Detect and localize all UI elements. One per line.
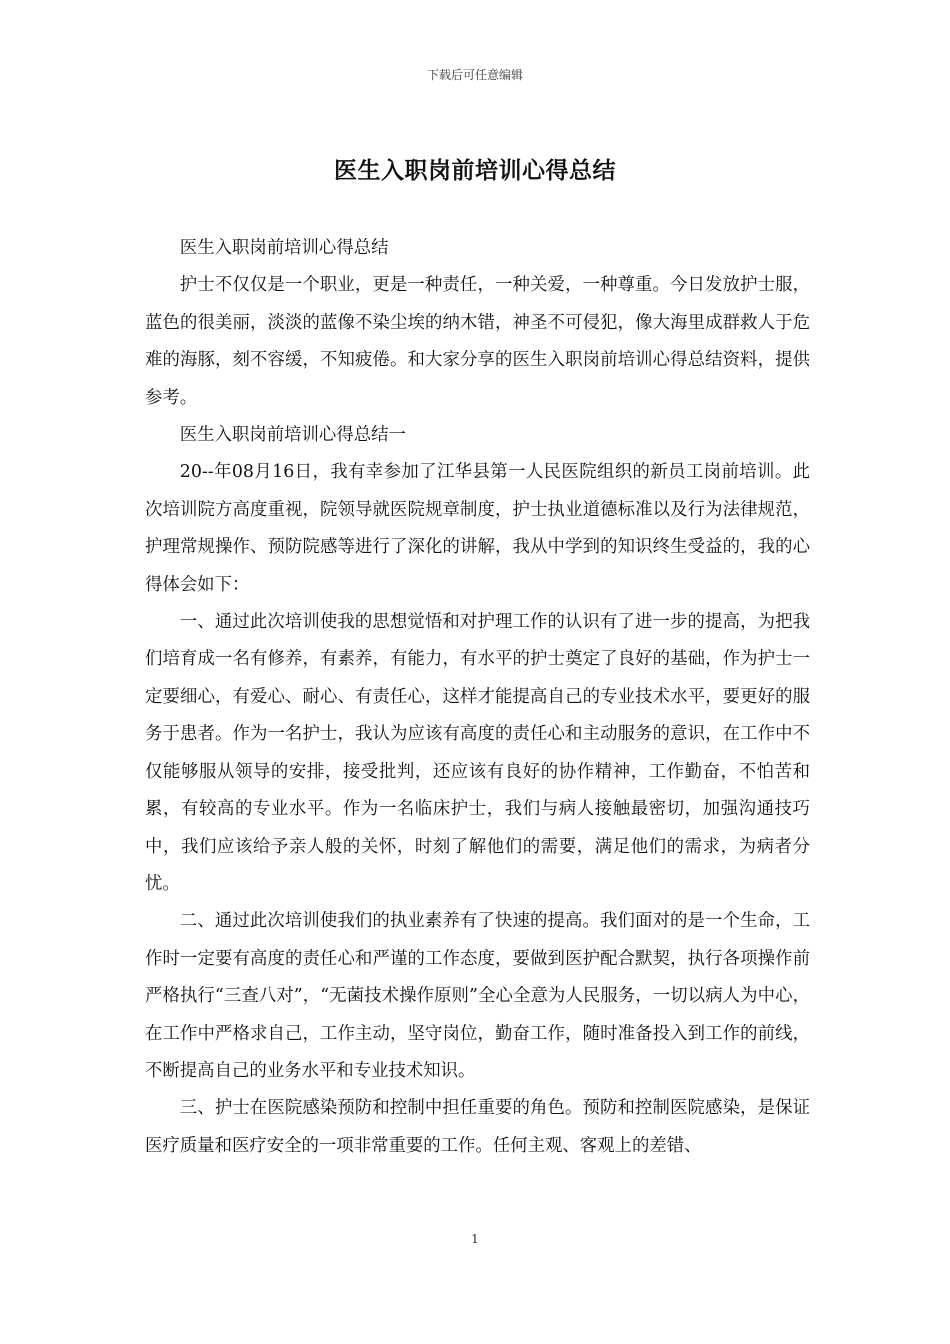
document-title: 医生入职岗前培训心得总结 xyxy=(334,157,616,184)
body-paragraph: 三、护士在医院感染预防和控制中担任重要的角色。预防和控制医院感染，是保证医疗质量和医疗安全的一项非常重要的工作。任何主观、客观上的差错、 xyxy=(145,1098,810,1156)
document-body xyxy=(145,230,810,1165)
body-paragraph: 一、通过此次培训使我的思想觉悟和对护理工作的认识有了进一步的提高，为把我们培育成一名有修养，有素养，有能力，有水平的护士奠定了良好的基础，作为护士一定要细心，有爱心、耐心、有责任心，这样才能提高自己的专业技术水平，要更好的服务于患者。作为一名护士，我认为应该有高度的责任心和主动服务的意识，在工作中不仅能够服从领导的安排，接受批判，还应该有良好的协作精神，工作勤奋，不怕苦和累，有较高的专业水平。作为一名临床护士，我们与病人接触最密切，加强沟通技巧中，我们应该给予亲人般的关怀，时刻了解他们的需要，满足他们的需求，为病者分忧。 xyxy=(145,612,810,894)
body-paragraph: 20--年08月16日，我有幸参加了江华县第一人民医院组织的新员工岗前培训。此次培训院方高度重视，院领导就医院规章制度，护士执业道德标准以及行为法律规范，护理常规操作、预防院感等进行了深化的讲解，我从中学到的知识终生受益的，我的心得体会如下： xyxy=(145,462,810,595)
body-paragraph: 二、通过此次培训使我们的执业素养有了快速的提高。我们面对的是一个生命，工作时一定要有高度的责任心和严谨的工作态度，要做到医护配合默契，执行各项操作前严格执行“三查八对”，“无菌技术操作原则”全心全意为人民服务，一切以病人为中心，在工作中严格求自己，工作主动，坚守岗位，勤奋工作，随时准备投入到工作的前线，不断提高自己的业务水平和专业技术知识。 xyxy=(145,911,810,1081)
page-number: 1 xyxy=(471,1232,479,1246)
body-paragraph: 医生入职岗前培训心得总结 xyxy=(179,238,389,258)
header-note: 下载后可任意编辑 xyxy=(426,68,523,82)
body-paragraph: 医生入职岗前培训心得总结一 xyxy=(179,425,406,446)
body-paragraph: 护士不仅仅是一个职业，更是一种责任，一种关爱，一种尊重。今日发放护士服，蓝色的很美丽，淡淡的蓝像不染尘埃的纳木错，神圣不可侵犯，像大海里成群救人于危难的海豚，刻不容缓，不知疲倦。和大家分享的医生入职岗前培训心得总结资料，提供参考。 xyxy=(145,275,810,408)
